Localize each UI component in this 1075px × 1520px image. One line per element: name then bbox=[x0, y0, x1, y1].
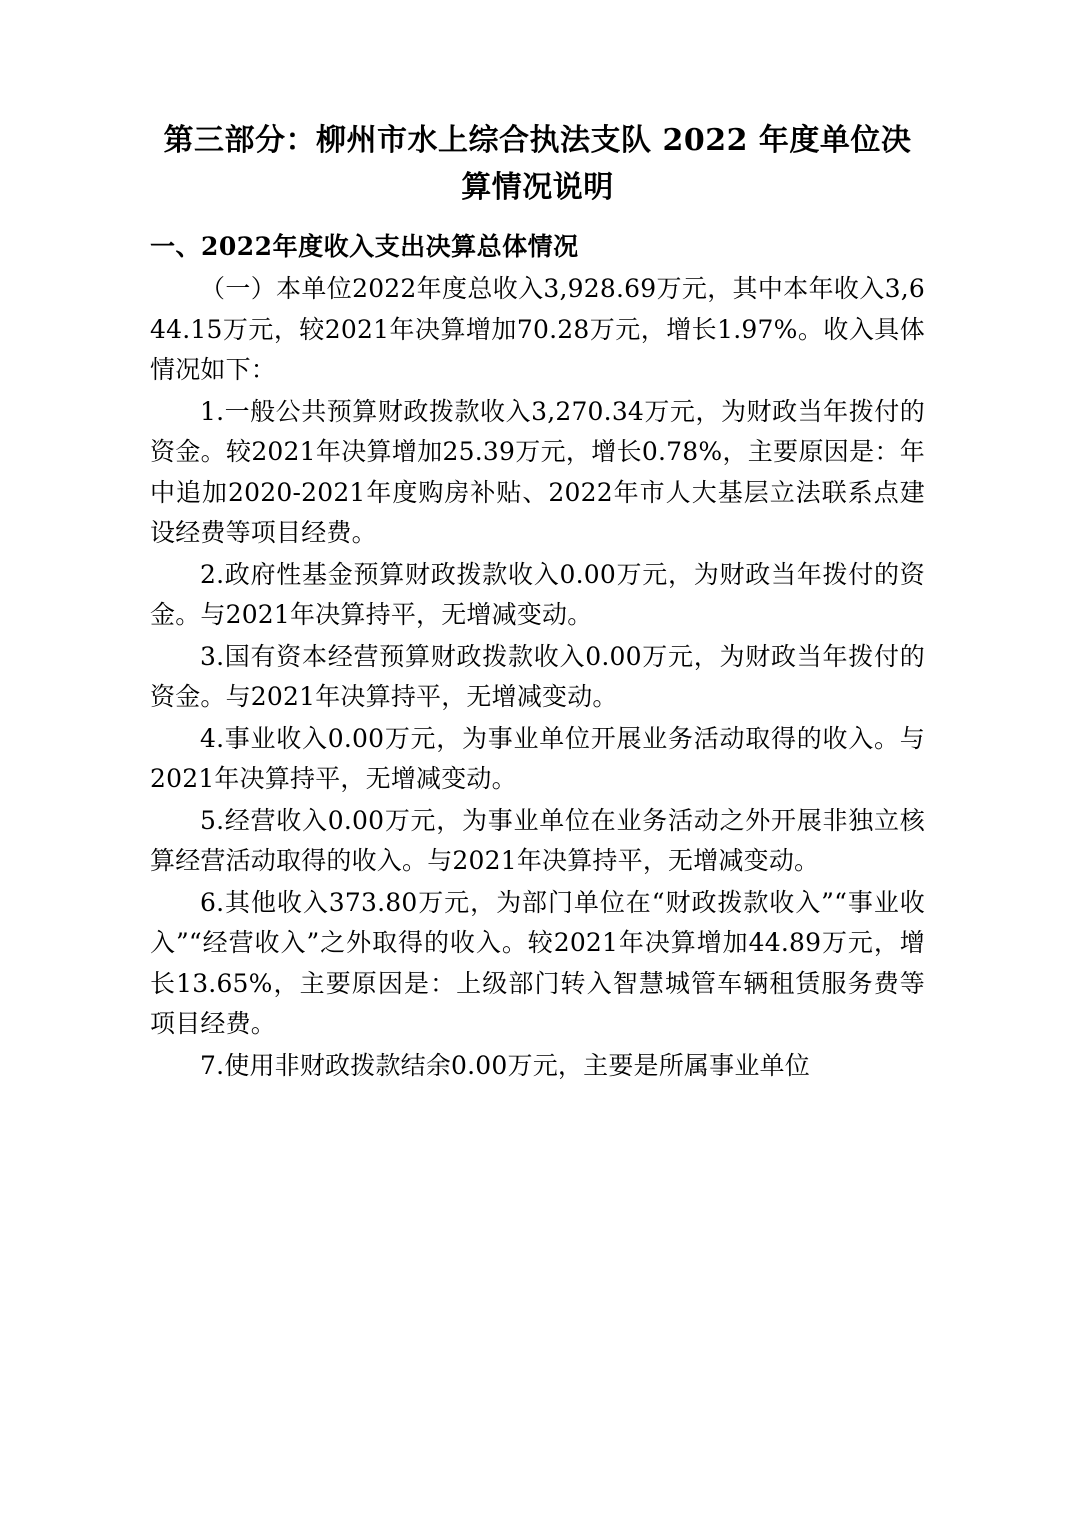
paragraph-item-4: 4.事业收入0.00万元，为事业单位开展业务活动取得的收入。与2021年决算持平，无增减变动。 bbox=[150, 723, 926, 793]
paragraph-item-5: 5.经营收入0.00万元，为事业单位在业务活动之外开展非独立核算经营活动取得的收入。与2021年决算持平，无增减变动。 bbox=[150, 805, 926, 875]
page-title: 第三部分：柳州市水上综合执法支队 2022 年度单位决算情况说明 bbox=[163, 123, 912, 205]
paragraph-overview: （一）本单位2022年度总收入3,928.69万元，其中本年收入3,644.15万元，较2021年决算增加70.28万元，增长1.97%。收入具体情况如下： bbox=[150, 274, 925, 384]
paragraph-item-6: 6.其他收入373.80万元，为部门单位在“财政拨款收入”“事业收入”“经营收入”之外取得的收入。较2021年决算增加44.89万元，增长13.65%，主要原因是：上级部门转入智慧城管车辆租赁服务费等项目经费。 bbox=[150, 887, 925, 1038]
paragraph-item-7: 7.使用非财政拨款结余0.00万元，主要是所属事业单位 bbox=[200, 1050, 810, 1080]
paragraph-item-1: 1.一般公共预算财政拨款收入3,270.34万元，为财政当年拨付的资金。较2021年决算增加25.39万元，增长0.78%，主要原因是：年中追加2020-2021年度购房补贴、2022年市人大基层立法联系点建设经费等项目经费。 bbox=[150, 396, 925, 547]
paragraph-item-2: 2.政府性基金预算财政拨款收入0.00万元，为财政当年拨付的资金。与2021年决算持平，无增减变动。 bbox=[150, 559, 926, 629]
paragraph-item-3: 3.国有资本经营预算财政拨款收入0.00万元，为财政当年拨付的资金。与2021年决算持平，无增减变动。 bbox=[150, 641, 925, 711]
section-heading: 一、2022年度收入支出决算总体情况 bbox=[150, 232, 579, 261]
